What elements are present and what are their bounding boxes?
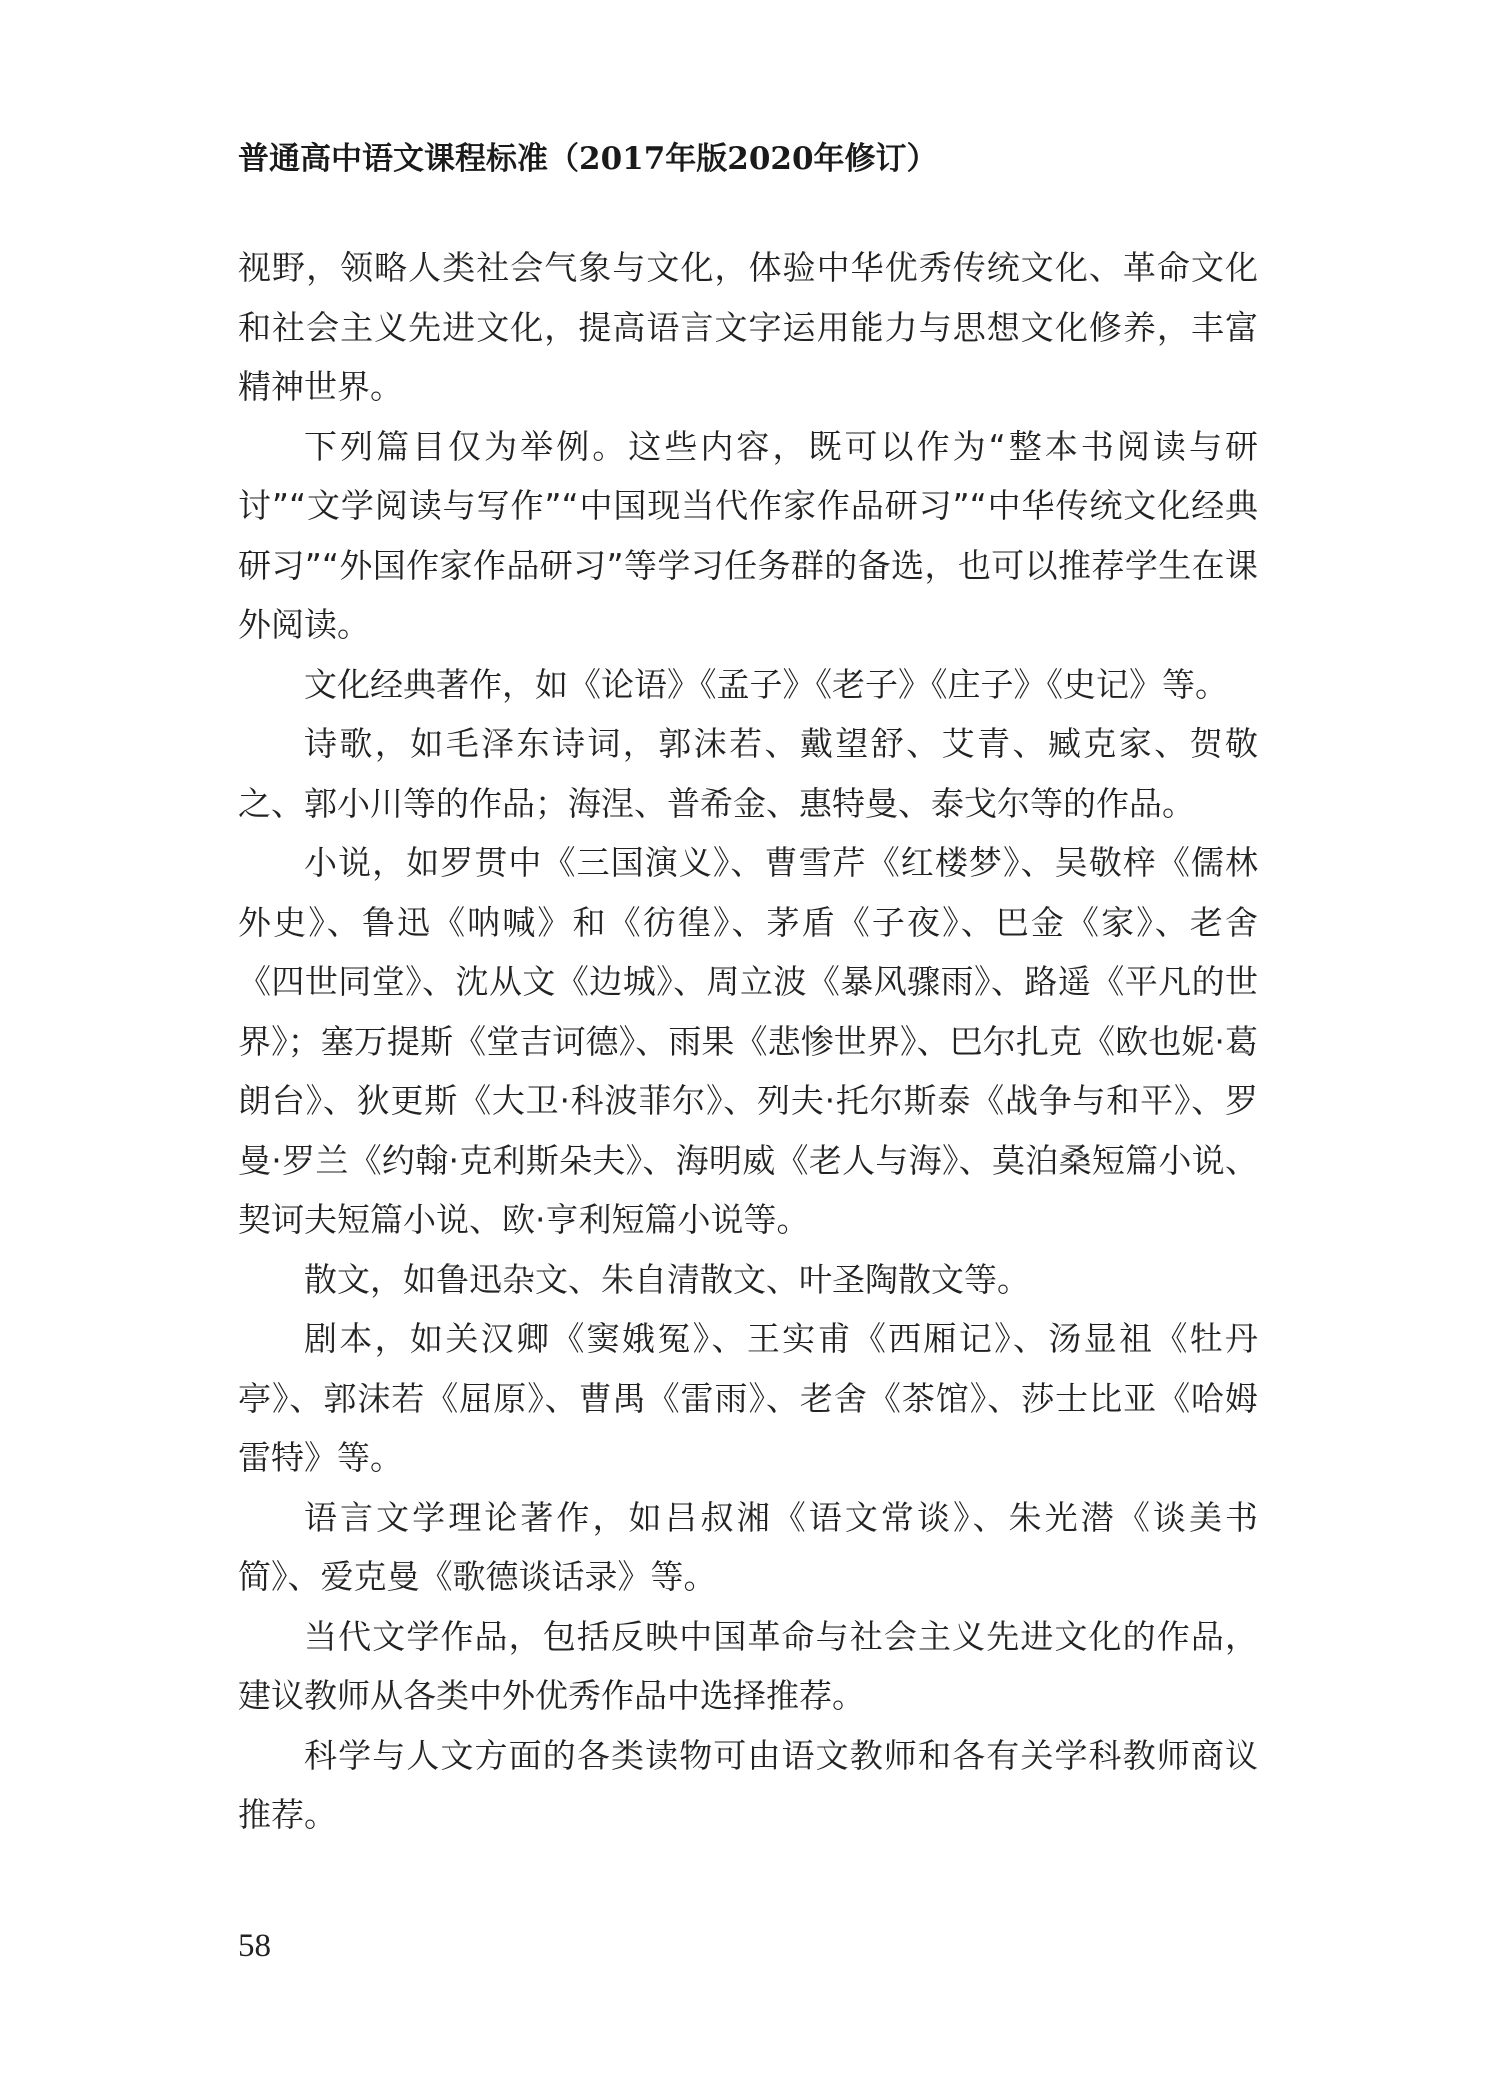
paragraph-continuation: 视野，领略人类社会气象与文化，体验中华优秀传统文化、革命文化和社会主义先进文化，提高语言文字运用能力与思想文化修养，丰富精神世界。	[238, 248, 1258, 406]
paragraph-intro: 下列篇目仅为举例。这些内容，既可以作为“整本书阅读与研讨”“文学阅读与写作”“中国现当代作家作品研习”“中华传统文化经典研习”“外国作家作品研习”等学习任务群的备选，也可以推荐学生在课外阅读。	[238, 426, 1258, 644]
paragraph-poetry: 诗歌，如毛泽东诗词，郭沫若、戴望舒、艾青、臧克家、贺敬之、郭小川等的作品；海涅、普希金、惠特曼、泰戈尔等的作品。	[238, 724, 1258, 823]
paragraph-essays: 散文，如鲁迅杂文、朱自清散文、叶圣陶散文等。	[304, 1259, 1030, 1299]
paragraph-contemporary: 当代文学作品，包括反映中国革命与社会主义先进文化的作品，建议教师从各类中外优秀作品中选择推荐。	[238, 1616, 1258, 1715]
body-text	[238, 238, 1258, 1845]
paragraph-plays: 剧本，如关汉卿《窦娥冤》、王实甫《西厢记》、汤显祖《牡丹亭》、郭沫若《屈原》、曹禺《雷雨》、老舍《茶馆》、莎士比亚《哈姆雷特》等。	[238, 1319, 1258, 1477]
paragraph-theory: 语言文学理论著作，如吕叔湘《语文常谈》、朱光潜《谈美书简》、爱克曼《歌德谈话录》等。	[238, 1497, 1258, 1596]
paragraph-novels: 小说，如罗贯中《三国演义》、曹雪芹《红楼梦》、吴敬梓《儒林外史》、鲁迅《呐喊》和《彷徨》、茅盾《子夜》、巴金《家》、老舍《四世同堂》、沈从文《边城》、周立波《暴风骤雨》、路遥《平凡的世界》；塞万提斯《堂吉诃德》、雨果《悲惨世界》、巴尔扎克《欧也妮·葛朗台》、狄更斯《大卫·科波菲尔》、列夫·托尔斯泰《战争与和平》、罗曼·罗兰《约翰·克利斯朵夫》、海明威《老人与海》、莫泊桑短篇小说、契诃夫短篇小说、欧·亨利短篇小说等。	[238, 843, 1258, 1239]
running-header-title: 普通高中语文课程标准（2017年版2020年修订）	[238, 141, 938, 177]
page-number: 58	[238, 1928, 271, 1964]
paragraph-classics: 文化经典著作，如《论语》《孟子》《老子》《庄子》《史记》等。	[304, 664, 1228, 704]
paragraph-science-humanities: 科学与人文方面的各类读物可由语文教师和各有关学科教师商议推荐。	[238, 1735, 1258, 1834]
